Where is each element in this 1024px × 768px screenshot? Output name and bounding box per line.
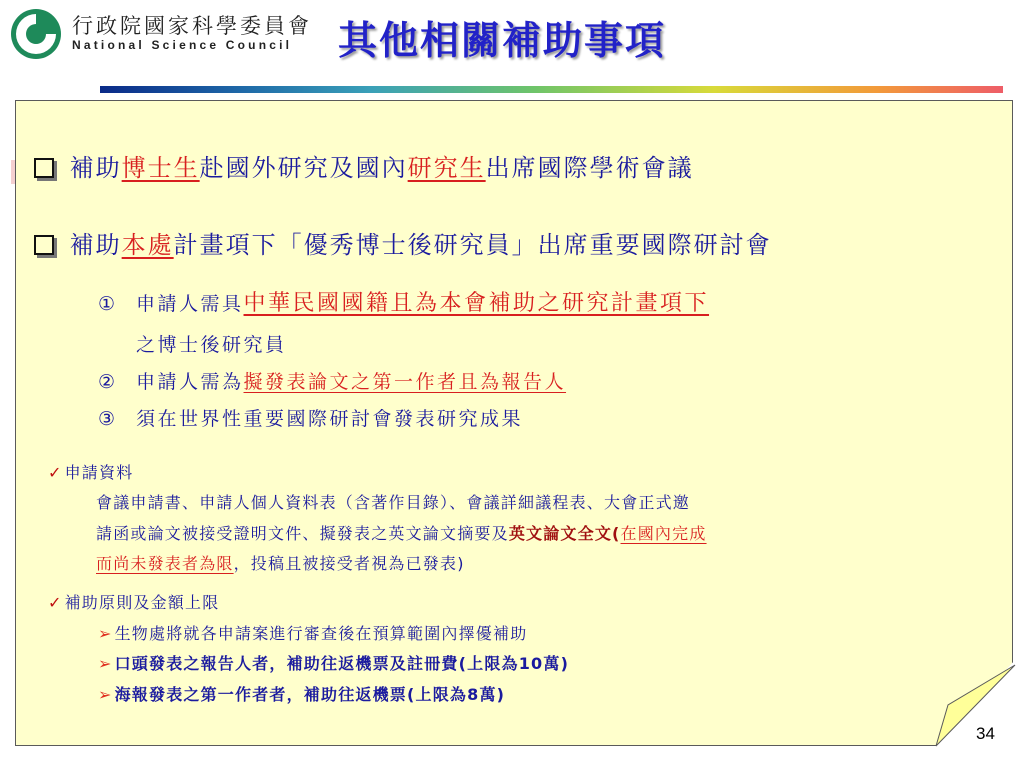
gradient-divider: [100, 86, 1003, 93]
requirement-2: ② 申請人需為擬發表論文之第一作者且為報告人: [98, 371, 567, 393]
org-name-zh: 行政院國家科學委員會: [72, 14, 312, 38]
checkbox-bullet-icon: [34, 235, 54, 255]
principle-item: ➢ 生物處將就各申請案進行審查後在預算範圍內擇優補助: [98, 624, 528, 643]
checkmark-icon: ✓: [48, 463, 63, 482]
application-heading: ✓ 申請資料: [48, 463, 134, 482]
bullet-1: 補助博士生赴國外研究及國內研究生出席國際學術會議: [34, 148, 694, 183]
page-curl: [920, 660, 1020, 760]
application-line-1: 會議申請書、申請人個人資料表（含著作目錄）、會議詳細議程表、大會正式邀: [96, 493, 691, 512]
page-title: 其他相關補助事項: [338, 18, 667, 64]
arrow-bullet-icon: ➢: [98, 624, 113, 643]
checkmark-icon: ✓: [48, 593, 63, 612]
org-name-en: National Science Council: [72, 38, 293, 52]
requirement-3: ③ 須在世界性重要國際研討會發表研究成果: [98, 408, 524, 430]
page-number: 34: [976, 724, 995, 743]
edge-marker: [11, 160, 15, 184]
principle-item: ➢ 海報發表之第一作者者，補助往返機票(上限為8萬): [98, 685, 506, 704]
arrow-bullet-icon: ➢: [98, 685, 113, 704]
principle-item: ➢ 口頭發表之報告人者，補助往返機票及註冊費(上限為10萬): [98, 654, 570, 673]
application-line-3: 而尚未發表者為限，投稿且被接受者視為已發表): [96, 554, 465, 573]
requirement-1-continuation: 之博士後研究員: [136, 334, 287, 356]
checkbox-bullet-icon: [34, 158, 54, 178]
requirement-1: ① 申請人需具中華民國國籍且為本會補助之研究計畫項下: [98, 291, 710, 316]
bullet-2: 補助本處計畫項下「優秀博士後研究員」出席重要國際研討會: [34, 225, 772, 260]
application-line-2: 請函或論文被接受證明文件、擬發表之英文論文摘要及英文論文全文(在國內完成: [96, 524, 707, 543]
arrow-bullet-icon: ➢: [98, 654, 113, 673]
nsc-logo: [10, 8, 62, 60]
principles-heading: ✓ 補助原則及金額上限: [48, 593, 220, 612]
